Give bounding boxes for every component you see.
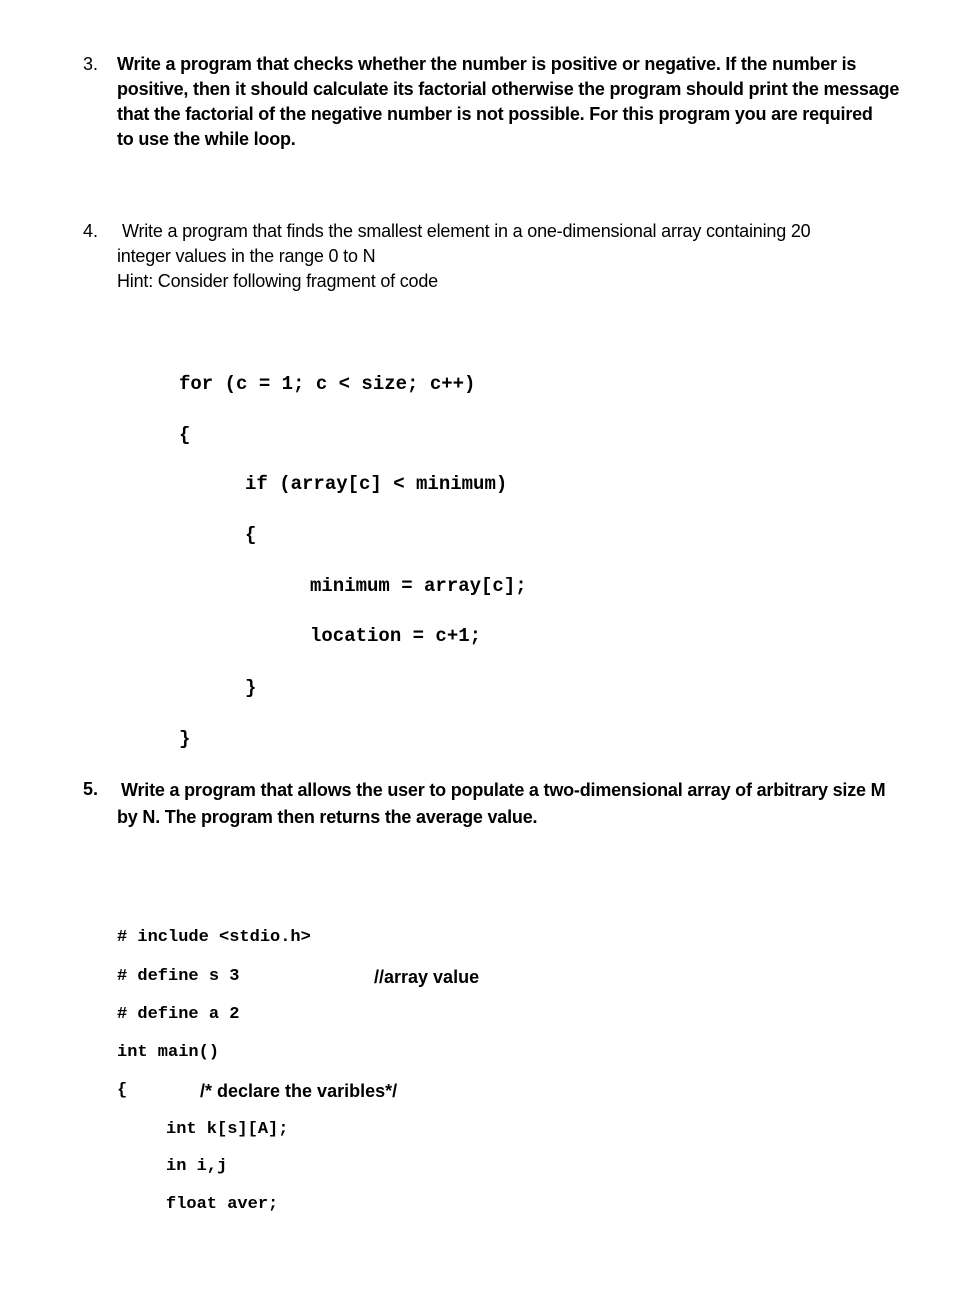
code-line: {	[245, 524, 257, 546]
question-3-line: Write a program that checks whether the number is positive or negative. If the number is	[117, 54, 857, 74]
code-line: {	[117, 1081, 128, 1100]
code-line: # define a 2	[117, 1005, 240, 1024]
question-3-text	[117, 52, 917, 152]
question-4-line: Hint: Consider following fragment of code	[117, 271, 438, 291]
code-line: int k[s][A];	[166, 1120, 289, 1139]
code-line: if (array[c] < minimum)	[245, 473, 508, 495]
code-comment: /* declare the varibles*/	[200, 1081, 398, 1101]
code-line: # include <stdio.h>	[117, 928, 311, 947]
code-line: {	[179, 424, 191, 446]
question-4-text	[117, 219, 917, 294]
question-4-line: integer values in the range 0 to N	[117, 246, 376, 266]
code-line: }	[245, 677, 257, 699]
code-comment: //array value	[374, 967, 480, 987]
question-3-line: to use the while loop.	[117, 129, 296, 149]
code-line: int main()	[117, 1043, 220, 1062]
code-line: for (c = 1; c < size; c++)	[179, 373, 476, 395]
question-3-line: positive, then it should calculate its factorial otherwise the program should print the message	[117, 79, 900, 99]
question-5-text	[117, 777, 917, 831]
code-line: location = c+1;	[310, 625, 482, 647]
question-3-number: 3.	[83, 54, 99, 74]
question-3-line: that the factorial of the negative number is not possible. For this program you are required	[117, 104, 873, 124]
code-line: in i,j	[166, 1157, 228, 1176]
code-line: }	[179, 728, 191, 750]
question-4-number: 4.	[83, 221, 99, 241]
question-4-line: Write a program that finds the smallest element in a one-dimensional array containing 20	[122, 221, 811, 241]
code-line: float aver;	[166, 1195, 279, 1214]
code-line: # define s 3	[117, 967, 240, 986]
question-5-number: 5.	[83, 779, 99, 799]
question-5-line: Write a program that allows the user to populate a two-dimensional array of arbitrary size M	[121, 780, 886, 800]
question-5-line: by N. The program then returns the average value.	[117, 807, 538, 827]
code-line: minimum = array[c];	[310, 575, 527, 597]
